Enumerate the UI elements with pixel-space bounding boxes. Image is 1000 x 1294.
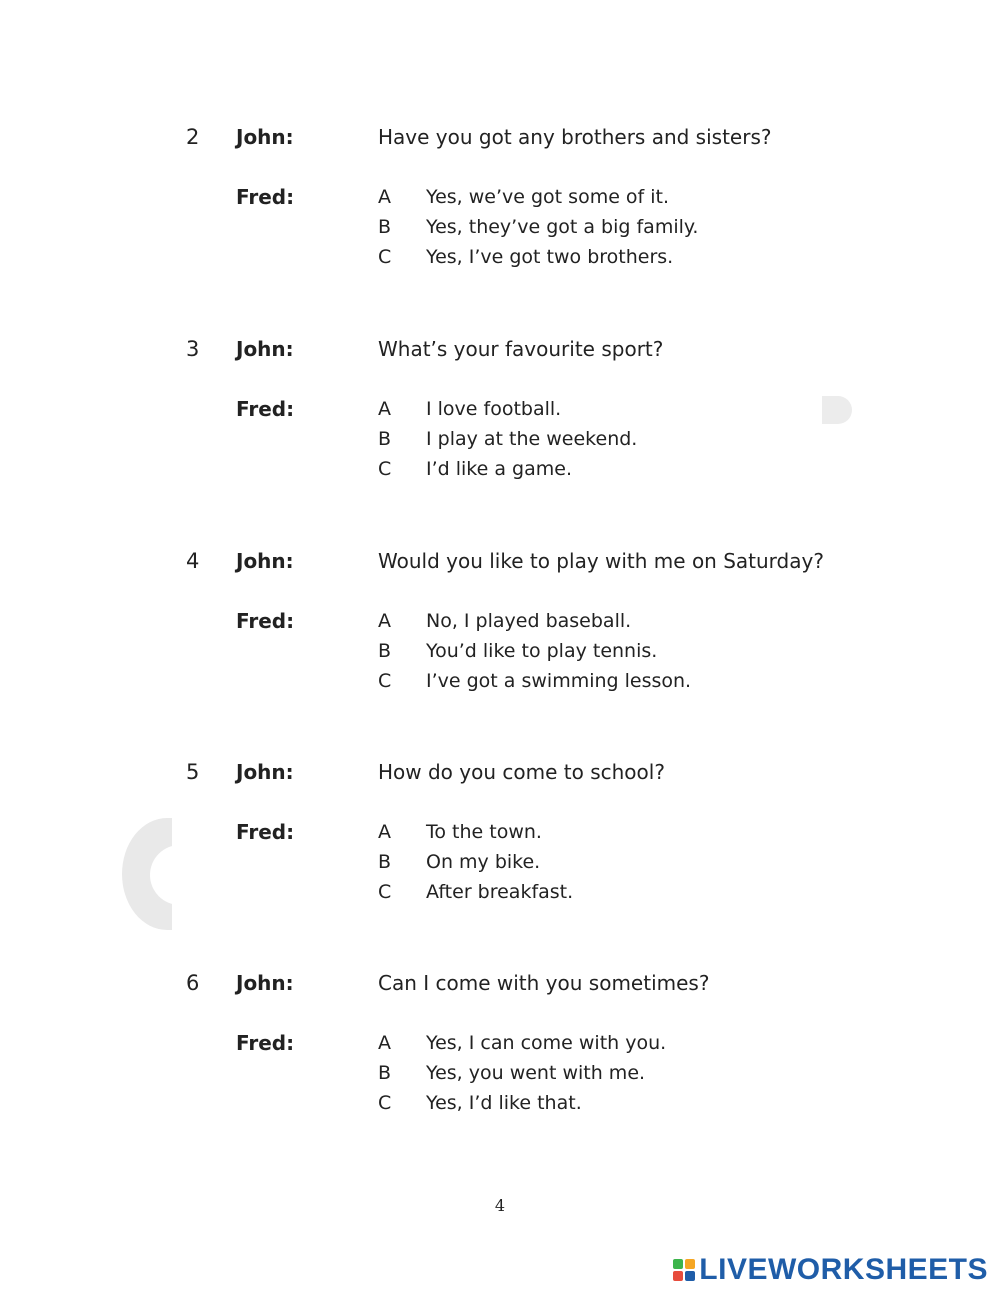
question-3 <box>0 337 1000 507</box>
option-text: I’d like a game. <box>426 458 572 480</box>
option-text: Yes, you went with me. <box>426 1062 646 1084</box>
option-c[interactable] <box>378 881 573 903</box>
option-letter: B <box>378 216 392 238</box>
speaker-john: John: <box>236 549 294 573</box>
option-c[interactable] <box>378 246 673 268</box>
option-text: On my bike. <box>426 851 541 873</box>
option-a[interactable] <box>378 821 542 843</box>
logo-square <box>673 1259 683 1269</box>
question-number: 6 <box>186 971 200 995</box>
option-letter: B <box>378 640 392 662</box>
question-number: 4 <box>186 549 200 573</box>
option-letter: A <box>378 186 391 208</box>
question-4 <box>0 549 1000 719</box>
speaker-john: John: <box>236 125 294 149</box>
question-prompt: How do you come to school? <box>378 760 665 784</box>
option-a[interactable] <box>378 398 561 420</box>
option-letter: A <box>378 1032 391 1054</box>
option-letter: C <box>378 458 392 480</box>
option-letter: C <box>378 670 392 692</box>
question-6 <box>0 971 1000 1141</box>
question-number: 5 <box>186 760 200 784</box>
question-prompt: Have you got any brothers and sisters? <box>378 125 772 149</box>
option-c[interactable] <box>378 670 691 692</box>
option-b[interactable] <box>378 216 698 238</box>
option-letter: B <box>378 851 392 873</box>
speaker-john: John: <box>236 760 294 784</box>
option-a[interactable] <box>378 610 631 632</box>
option-letter: C <box>378 246 392 268</box>
option-text: No, I played baseball. <box>426 610 632 632</box>
option-text: Yes, they’ve got a big family. <box>426 216 699 238</box>
option-b[interactable] <box>378 851 540 873</box>
option-text: After breakfast. <box>426 881 574 903</box>
option-letter: B <box>378 428 392 450</box>
option-text: Yes, we’ve got some of it. <box>426 186 670 208</box>
option-letter: C <box>378 881 392 903</box>
speaker-fred: Fred: <box>236 609 295 633</box>
option-text: I play at the weekend. <box>426 428 638 450</box>
option-text: You’d like to play tennis. <box>426 640 658 662</box>
logo-square <box>673 1271 683 1281</box>
option-b[interactable] <box>378 428 637 450</box>
option-text: Yes, I can come with you. <box>426 1032 667 1054</box>
option-text: Yes, I’ve got two brothers. <box>426 246 674 268</box>
speaker-fred: Fred: <box>236 1031 295 1055</box>
question-5 <box>0 760 1000 930</box>
question-prompt: What’s your favourite sport? <box>378 337 664 361</box>
question-prompt: Can I come with you sometimes? <box>378 971 710 995</box>
option-letter: A <box>378 610 391 632</box>
option-text: I’ve got a swimming lesson. <box>426 670 692 692</box>
option-c[interactable] <box>378 458 572 480</box>
question-number: 3 <box>186 337 200 361</box>
option-text: To the town. <box>426 821 542 843</box>
speaker-john: John: <box>236 971 294 995</box>
speaker-fred: Fred: <box>236 820 295 844</box>
speaker-john: John: <box>236 337 294 361</box>
option-letter: B <box>378 1062 392 1084</box>
option-a[interactable] <box>378 186 669 208</box>
liveworksheets-logo[interactable] <box>673 1252 988 1288</box>
logo-text: LIVEWORKSHEETS <box>699 1253 988 1286</box>
liveworksheets-grid-icon <box>673 1259 695 1281</box>
question-2 <box>0 125 1000 295</box>
option-b[interactable] <box>378 640 657 662</box>
question-number: 2 <box>186 125 200 149</box>
page-number: 4 <box>494 1196 506 1215</box>
speaker-fred: Fred: <box>236 185 295 209</box>
speaker-fred: Fred: <box>236 397 295 421</box>
option-letter: C <box>378 1092 392 1114</box>
option-text: I love football. <box>426 398 562 420</box>
logo-square <box>685 1259 695 1269</box>
question-prompt: Would you like to play with me on Saturday? <box>378 549 824 573</box>
option-a[interactable] <box>378 1032 666 1054</box>
option-letter: A <box>378 821 391 843</box>
logo-square <box>685 1271 695 1281</box>
option-letter: A <box>378 398 391 420</box>
option-b[interactable] <box>378 1062 645 1084</box>
option-c[interactable] <box>378 1092 582 1114</box>
option-text: Yes, I’d like that. <box>426 1092 582 1114</box>
